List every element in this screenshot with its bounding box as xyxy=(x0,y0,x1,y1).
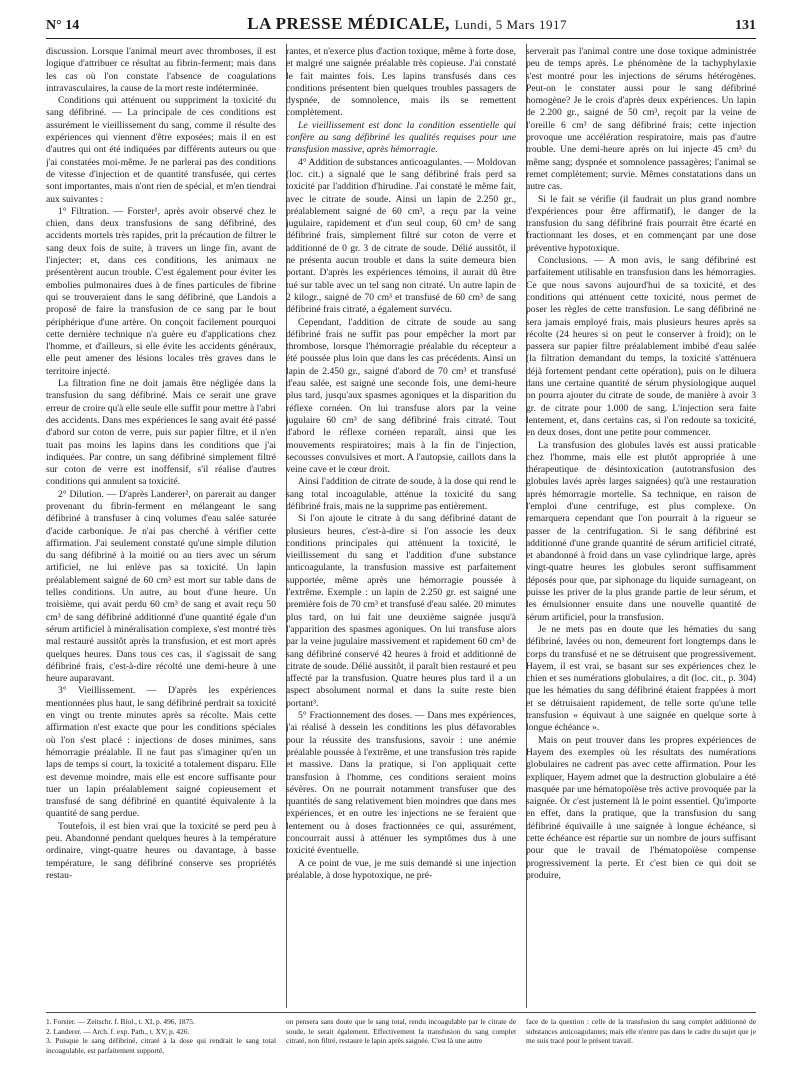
page-number: 131 xyxy=(735,18,756,33)
column-2 xyxy=(286,46,516,1006)
paragraph: La filtration fine ne doit jamais être négligée dans la transfusion du sang défibriné. Mais ce serait une grave erreur de croire qu'à elle seule elle suffit pour mettre à l'abri des accidents. Dans mes expériences le sang avait été passé d'abord sur coton de verre, puis sur papier filtre, et il n'en tuait pas moins les lapins dans les conditions que j'ai indiquées. Par contre, un sang défibriné simplement filtré sur coton de verre est inoffensif, s'il réalise d'autres conditions qui annulent sa toxicité. xyxy=(46,378,276,488)
paragraph: Si l'on ajoute le citrate à du sang défibriné datant de plusieurs heures, c'est-à-dire si l'on associe les deux conditions principales qui atténuent la toxicité, le vieillissement du sang et l'addition d'une substance anticoagulante, la transfusion massive est parfaitement supportée, même après une hémorragie poussée à l'extrême. Exemple : un lapin de 2.250 gr. est saigné une première fois de 70 cm³ et transfusé d'eau salée. 20 minutes plus tard, on lui fait une deuxième saignée jusqu'à l'apparition des spasmes agoniques. On lui transfuse alors par la veine jugulaire massivement et rapidement 60 cm³ de sang défibriné conservé 42 heures à froid et additionné de citrate de soude. Délié aussitôt, il paraît bien restauré et peu affecté par la transfusion. Quatre heures plus tard il a un aspect absolument normal et dans la suite reste bien portant³. xyxy=(286,513,516,709)
paragraph: Si le fait se vérifie (il faudrait un plus grand nombre d'expériences pour être affirmatif), le danger de la transfusion du sang défibriné frais pourrait être écarté en fractionnant les doses, et en commençant par une dose préventive hypotoxique. xyxy=(526,193,756,254)
paragraph: Conclusions. — A mon avis, le sang défibriné est parfaitement utilisable en transfusion dans les hémorragies. Ce que nous savons aujourd'hui de sa toxicité, et des conditions qui atténuent cette toxicité, nous permet de poser les règles de cette transfusion. Le sang défibriné ne sera jamais employé frais, mais plusieurs heures après sa récolte (24 heures si on peut le conserver à froid); on le passera sur papier filtre préalablement imbibé d'eau salée (la filtration demandant du temps, la toxicité s'atténuera déjà fortement pendant cette opération), puis on le diluera dans une certaine quantité de sérum physiologique auquel on pourra ajouter du citrate de soude, de manière à avoir 3 gr. de citrate pour 1.000 de sang. L'injection sera faite lentement, et, dans certains cas, si l'on redoute sa toxicité, en deux doses, dont une petite pour commencer. xyxy=(526,255,756,439)
paragraph: 1° Filtration. — Forster¹, après avoir observé chez le chien, dans deux transfusions de sang défibriné, des accidents mortels très rapides, prit la précaution de filtrer le sang deux fois de suite, à travers un linge fin, avant de l'injecter; et, dans ces conditions, les animaux ne présentèrent aucun trouble. C'est également pour éviter les embolies pulmonaires dues à de fines particules de fibrine qui se trouveraient dans le sang défibriné, que Landois a proposé de faire la transfusion de ce sang par le bout périphérique d'une artère. On conçoit facilement pourquoi cette dernière technique n'a guère eu d'applications chez l'homme, et d'ailleurs, si elle évite les accidents généraux, elle peut amener des lésions locales très graves dans le territoire injecté. xyxy=(46,205,276,377)
paragraph: discussion. Lorsque l'animal meurt avec thromboses, il est logique d'attribuer ce résultat au fibrin-ferment; mais dans les cas où l'on constate l'absence de coagulations intravasculaires, la cause de la mort reste indéterminée. xyxy=(46,46,276,94)
article-body xyxy=(46,46,756,1006)
paragraph: Mais on peut trouver dans les propres expériences de Hayem des exemples où les résultats des numérations globulaires ne cadrent pas avec cette affirmation. Pour les expliquer, Hayem admet que la destruction globulaire a été masquée par une hématopoïèse très active provoquée par la saignée. Or c'est justement là le point essentiel. Qu'importe en effet, dans la pratique, que la transfusion du sang défibriné équivaille à une saignée à longue échéance, si cette échéance est répartie sur un nombre de jours suffisant pour que le travail de l'hématopoïèse compense progressivement la perte. Et c'est bien ce qui doit se produire, xyxy=(526,734,756,881)
paragraph: serverait pas l'animal contre une dose toxique administrée peu de temps après. Le phénomène de la tachyphylaxie s'est montré pour les injections de sérums hétérogènes. Peut-on le constater aussi pour le sang défibriné homogène? Je le crois d'après deux expériences. Un lapin de 2.200 gr., saigné de 50 cm³, reçoit par la veine de l'oreille 6 cm³ de sang défibriné frais; cette injection provoque une accélération respiratoire, mais pas d'autre trouble. Une demi-heure après on lui injecte 45 cm³ du même sang; dyspnée et somnolence passagères; l'animal se remet complètement; survie. Mêmes constatations dans un autre cas. xyxy=(526,46,756,193)
paragraph: 4° Addition de substances anticoagulantes. — Moldovan (loc. cit.) a signalé que le sang défibriné frais perd sa toxicité par l'addition d'hirudine. J'ai constaté le même fait, avec le citrate de soude. Ainsi un lapin de 2.250 gr., préalablement saigné de 60 cm³, a reçu par la veine jugulaire, rapidement et d'un seul coup, 60 cm³ de sang défibriné frais, simplement filtré sur coton de verre et additionné de 0 gr. 3 de citrate de soude. Délié aussitôt, il ne présenta aucun trouble et dans la suite demeura bien portant. D'après les expériences témoins, il aurait dû être tué sur table avec un tel sang non citraté. Un autre lapin de 2 kilogr., saigné de 70 cm³ et transfusé de 60 cm³ de sang défibriné frais citraté, a également survécu. xyxy=(286,156,516,316)
footnotes-right: face de la question : celle de la transfusion du sang complet additionné de substances anticoagulantes; mais elle n'entre pas dans le cadre du sujet que je me suis tracé pour le présent travail. xyxy=(526,1017,756,1046)
issue-date: Lundi, 5 Mars 1917 xyxy=(454,17,567,32)
journal-title xyxy=(247,14,567,34)
footnotes-middle: on pensera sans doute que le sang total, rendu incoagulable par le citrate de soude, le serait également. Effectivement la transfusion du sang complet citraté, non filtré, restaure le lapin après saignée. C'est là une autre xyxy=(286,1017,516,1046)
paragraph: La transfusion des globules lavés est aussi praticable chez l'homme, mais elle est plutôt appropriée à une thérapeutique de désintoxication (autotransfusion des globules lavés après larges saignées) qu'à une restauration après hémorragie mortelle. Sa technique, en raison de l'emploi d'une centrifuge, est plus complexe. On remarquera cependant que l'on pourrait à la rigueur se passer de la centrifugation. Si le sang défibriné est additionné d'une grande quantité de sérum artificiel citraté, et abandonné à froid dans un vase cylindrique large, après vingt-quatre heures les globules seront suffisamment déposés pour que, par siphonage du liquide surnageant, on puisse les priver de la plus grande partie de leur sérum, et les émulsionner ensuite dans une nouvelle quantité de sérum artificiel, pour la transfusion. xyxy=(526,439,756,623)
paragraph: Toutefois, il est bien vrai que la toxicité se perd peu à peu. Abandonné pendant quelques heures à la température ordinaire, vingt-quatre heures ou davantage, à basse température, le sang défibriné conserve ses propriétés restau- xyxy=(46,820,276,881)
paragraph: Je ne mets pas en doute que les hématies du sang défibriné, lavées ou non, demeurent fort longtemps dans le corps du transfusé et ne se détruisent que progressivement. Hayem, il est vrai, se basant sur ses expériences chez le chien et ses numérations globulaires, a dit (loc. cit., p. 304) que les hématies du sang défibriné étaient frappées à mort et se détruisaient rapidement, de telle sorte qu'une telle transfusion « équivaut à une saignée en quelque sorte à longue échéance ». xyxy=(526,623,756,734)
paragraph: rantes, et n'exerce plus d'action toxique, même à forte dose, et malgré une saignée préalable très copieuse. J'ai constaté le fait maintes fois. Les lapins transfusés dans ces conditions présentent bien quelques troubles passagers de dyspnée, de somnolence, mais ils se remettent complètement. xyxy=(286,46,516,119)
column-3 xyxy=(526,46,756,1006)
paragraph: 2° Dilution. — D'après Landerer², on parerait au danger provenant du fibrin-ferment en mélangeant le sang défibriné à transfuser à cinq volumes d'eau salée saturée d'acide carbonique. Je n'ai pas cherché à vérifier cette affirmation. J'ai seulement constaté qu'une simple dilution du sang défibriné à la moitié ou au tiers avec un sérum artificiel, ne lui enlève pas sa toxicité. Un lapin préalablement saigné de 60 cm³ est mort sur table dans de telles conditions. Un autre, au bout d'une heure. Un troisième, qui avait perdu 60 cm³ de sang et avait reçu 50 cm³ de sang défibriné additionné d'une quantité égale d'un sérum artificiel à minéralisation complexe, s'est montré très mal restauré aussitôt après la transfusion, et est mort après quelques heures. Dans tous ces cas, il s'agissait de sang défibriné frais, c'est-à-dire récolté une demi-heure à une heure auparavant. xyxy=(46,488,276,685)
footnote: 1. Forster. — Zeitschr. f. Biol., t. XI, p. 496, 1875. xyxy=(46,1017,195,1026)
issue-number: N° 14 xyxy=(46,18,80,33)
footnote: 3. Puisque le sang défibriné, citraté à la dose qui rendrait le sang total incoagulable, est parfaitement supporté, xyxy=(46,1036,276,1055)
journal-name: LA PRESSE MÉDICALE, xyxy=(247,14,450,33)
paragraph: 5° Fractionnement des doses. — Dans mes expériences, j'ai réalisé à dessein les conditions les plus défavorables pour la réussite des transfusions, savoir : une anémie préalable poussée à l'extrême, et une transfusion très rapide et massive. Dans la pratique, si l'on appliquait cette transfusion à l'homme, ces conditions seraient moins sévères. On ne pourrait notamment transfuser que des quantités de sang relativement bien moindres que dans mes expériences, et en outre les injections ne se feraient que lentement ou à doses fractionnées ce qui, assurément, concourrait aussi à atténuer les symptômes dus à une toxicité éventuelle. xyxy=(286,710,516,857)
paragraph: Conditions qui atténuent ou suppriment la toxicité du sang défibriné. — La principale de ces conditions est assurément le vieillissement du sang, comme il résulte des expériences qui viennent d'être exposées; mais il en est d'autres qui ont été indiquées par différents auteurs ou que j'ai constatées moi-même. Je ne parlerai pas des conditions de vitesse d'injection et de quantité transfusée, qui certes sont importantes, mais n'ont rien de spécial, et m'en tiendrai aux suivantes : xyxy=(46,95,276,205)
paragraph: 3° Vieillissement. — D'après les expériences mentionnées plus haut, le sang défibriné perdrait sa toxicité en vingt ou trente minutes après sa récolte. Mais cette affirmation n'est exacte que pour les conditions spéciales où l'on s'est placé : injections de doses minimes, sans hémorragie préalable. Il ne faut pas s'imaginer qu'en un laps de temps si court, la toxicité a totalement disparu. Elle est devenue moindre, mais elle est encore suffisante pour tuer un lapin préalablement saigné copieusement et transfusé de sang défibriné en quantité équivalente à la quantité de sang perdue. xyxy=(46,685,276,820)
paragraph: Cependant, l'addition de citrate de soude au sang défibriné frais ne suffit pas pour empêcher la mort par thrombose, lorsque l'hémorragie préalable du récepteur a été poussée plus loin que dans les cas précédents. Ainsi un lapin de 2.450 gr., saigné d'abord de 70 cm³ et transfusé d'eau salée, est saigné une seconde fois, une demi-heure plus tard, jusqu'aux spasmes agoniques et la disparition du réflexe cornéen. On lui transfuse alors par la veine jugulaire 60 cm³ de sang défibriné frais citraté. Tout d'abord le réflexe cornéen reparaît, ainsi que les mouvements respiratoires; mais à la fin de l'injection, secousses convulsives et mort. A l'autopsie, caillots dans la veine cave et le cœur droit. xyxy=(286,316,516,476)
page-header xyxy=(46,14,756,39)
paragraph: A ce point de vue, je me suis demandé si une injection préalable, à dose hypotoxique, ne pré- xyxy=(286,857,516,881)
footnotes xyxy=(46,1012,756,1073)
column-1 xyxy=(46,46,276,1006)
paragraph: Le vieillissement est donc la condition essentielle qui confère au sang défibriné les qualités requises pour une transfusion massive, après hémorragie. xyxy=(286,119,516,156)
footnotes-left xyxy=(46,1013,276,1073)
paragraph: Ainsi l'addition de citrate de soude, à la dose qui rend le sang total incoagulable, atténue la toxicité du sang défibriné frais, mais ne la supprime pas entièrement. xyxy=(286,476,516,512)
footnote: 2. Landerer. — Arch. f. exp. Path., t. XV, p. 426. xyxy=(46,1026,190,1036)
